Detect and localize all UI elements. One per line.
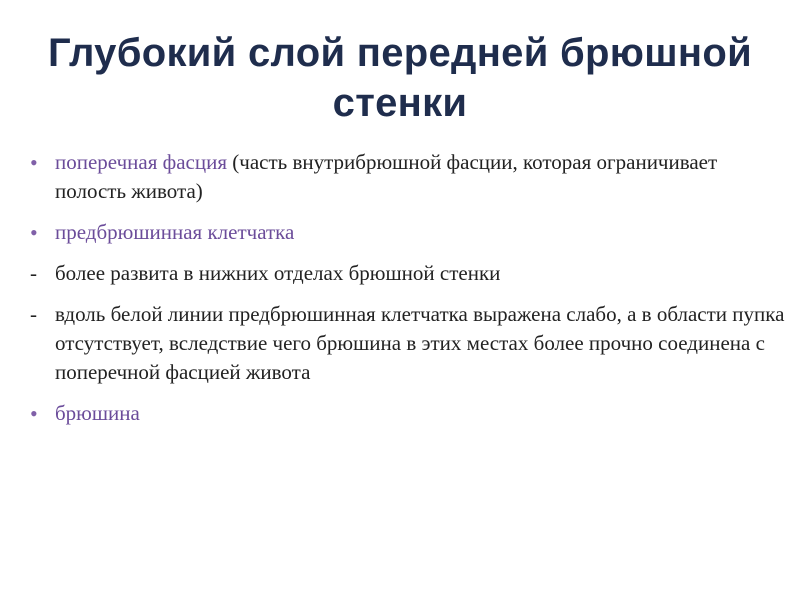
bullet-marker: • [30, 150, 38, 175]
item-highlight-text: поперечная фасция [55, 150, 228, 174]
item-body-text: (часть внутрибрюшной фасции, которая ограничивает полость живота) [55, 150, 718, 203]
bullet-marker: • [30, 220, 38, 245]
list-item-transverse-fascia [30, 148, 790, 206]
bullet-list [30, 148, 790, 440]
list-item-lower-sections [30, 259, 790, 288]
slide-title-line-2: стенки [332, 81, 468, 125]
item-highlight-text: брюшина [55, 401, 140, 425]
slide-title-line-1: Глубокий слой передней брюшной [48, 31, 752, 75]
dash-marker: - [30, 261, 37, 285]
item-highlight-text: предбрюшинная клетчатка [55, 220, 295, 244]
dash-marker: - [30, 302, 37, 326]
list-item-linea-alba [30, 300, 790, 387]
list-item-peritoneum [30, 399, 790, 428]
slide-title [0, 28, 800, 128]
item-body-text: более развита в нижних отделах брюшной стенки [55, 261, 501, 285]
item-body-text: вдоль белой линии предбрюшинная клетчатка выражена слабо, а в области пупка отсутствует, вследствие чего брюшина в этих местах более прочно соединена с поперечной фасцией живота [55, 302, 785, 384]
list-item-preperitoneal-tissue [30, 218, 790, 247]
bullet-marker: • [30, 401, 38, 426]
